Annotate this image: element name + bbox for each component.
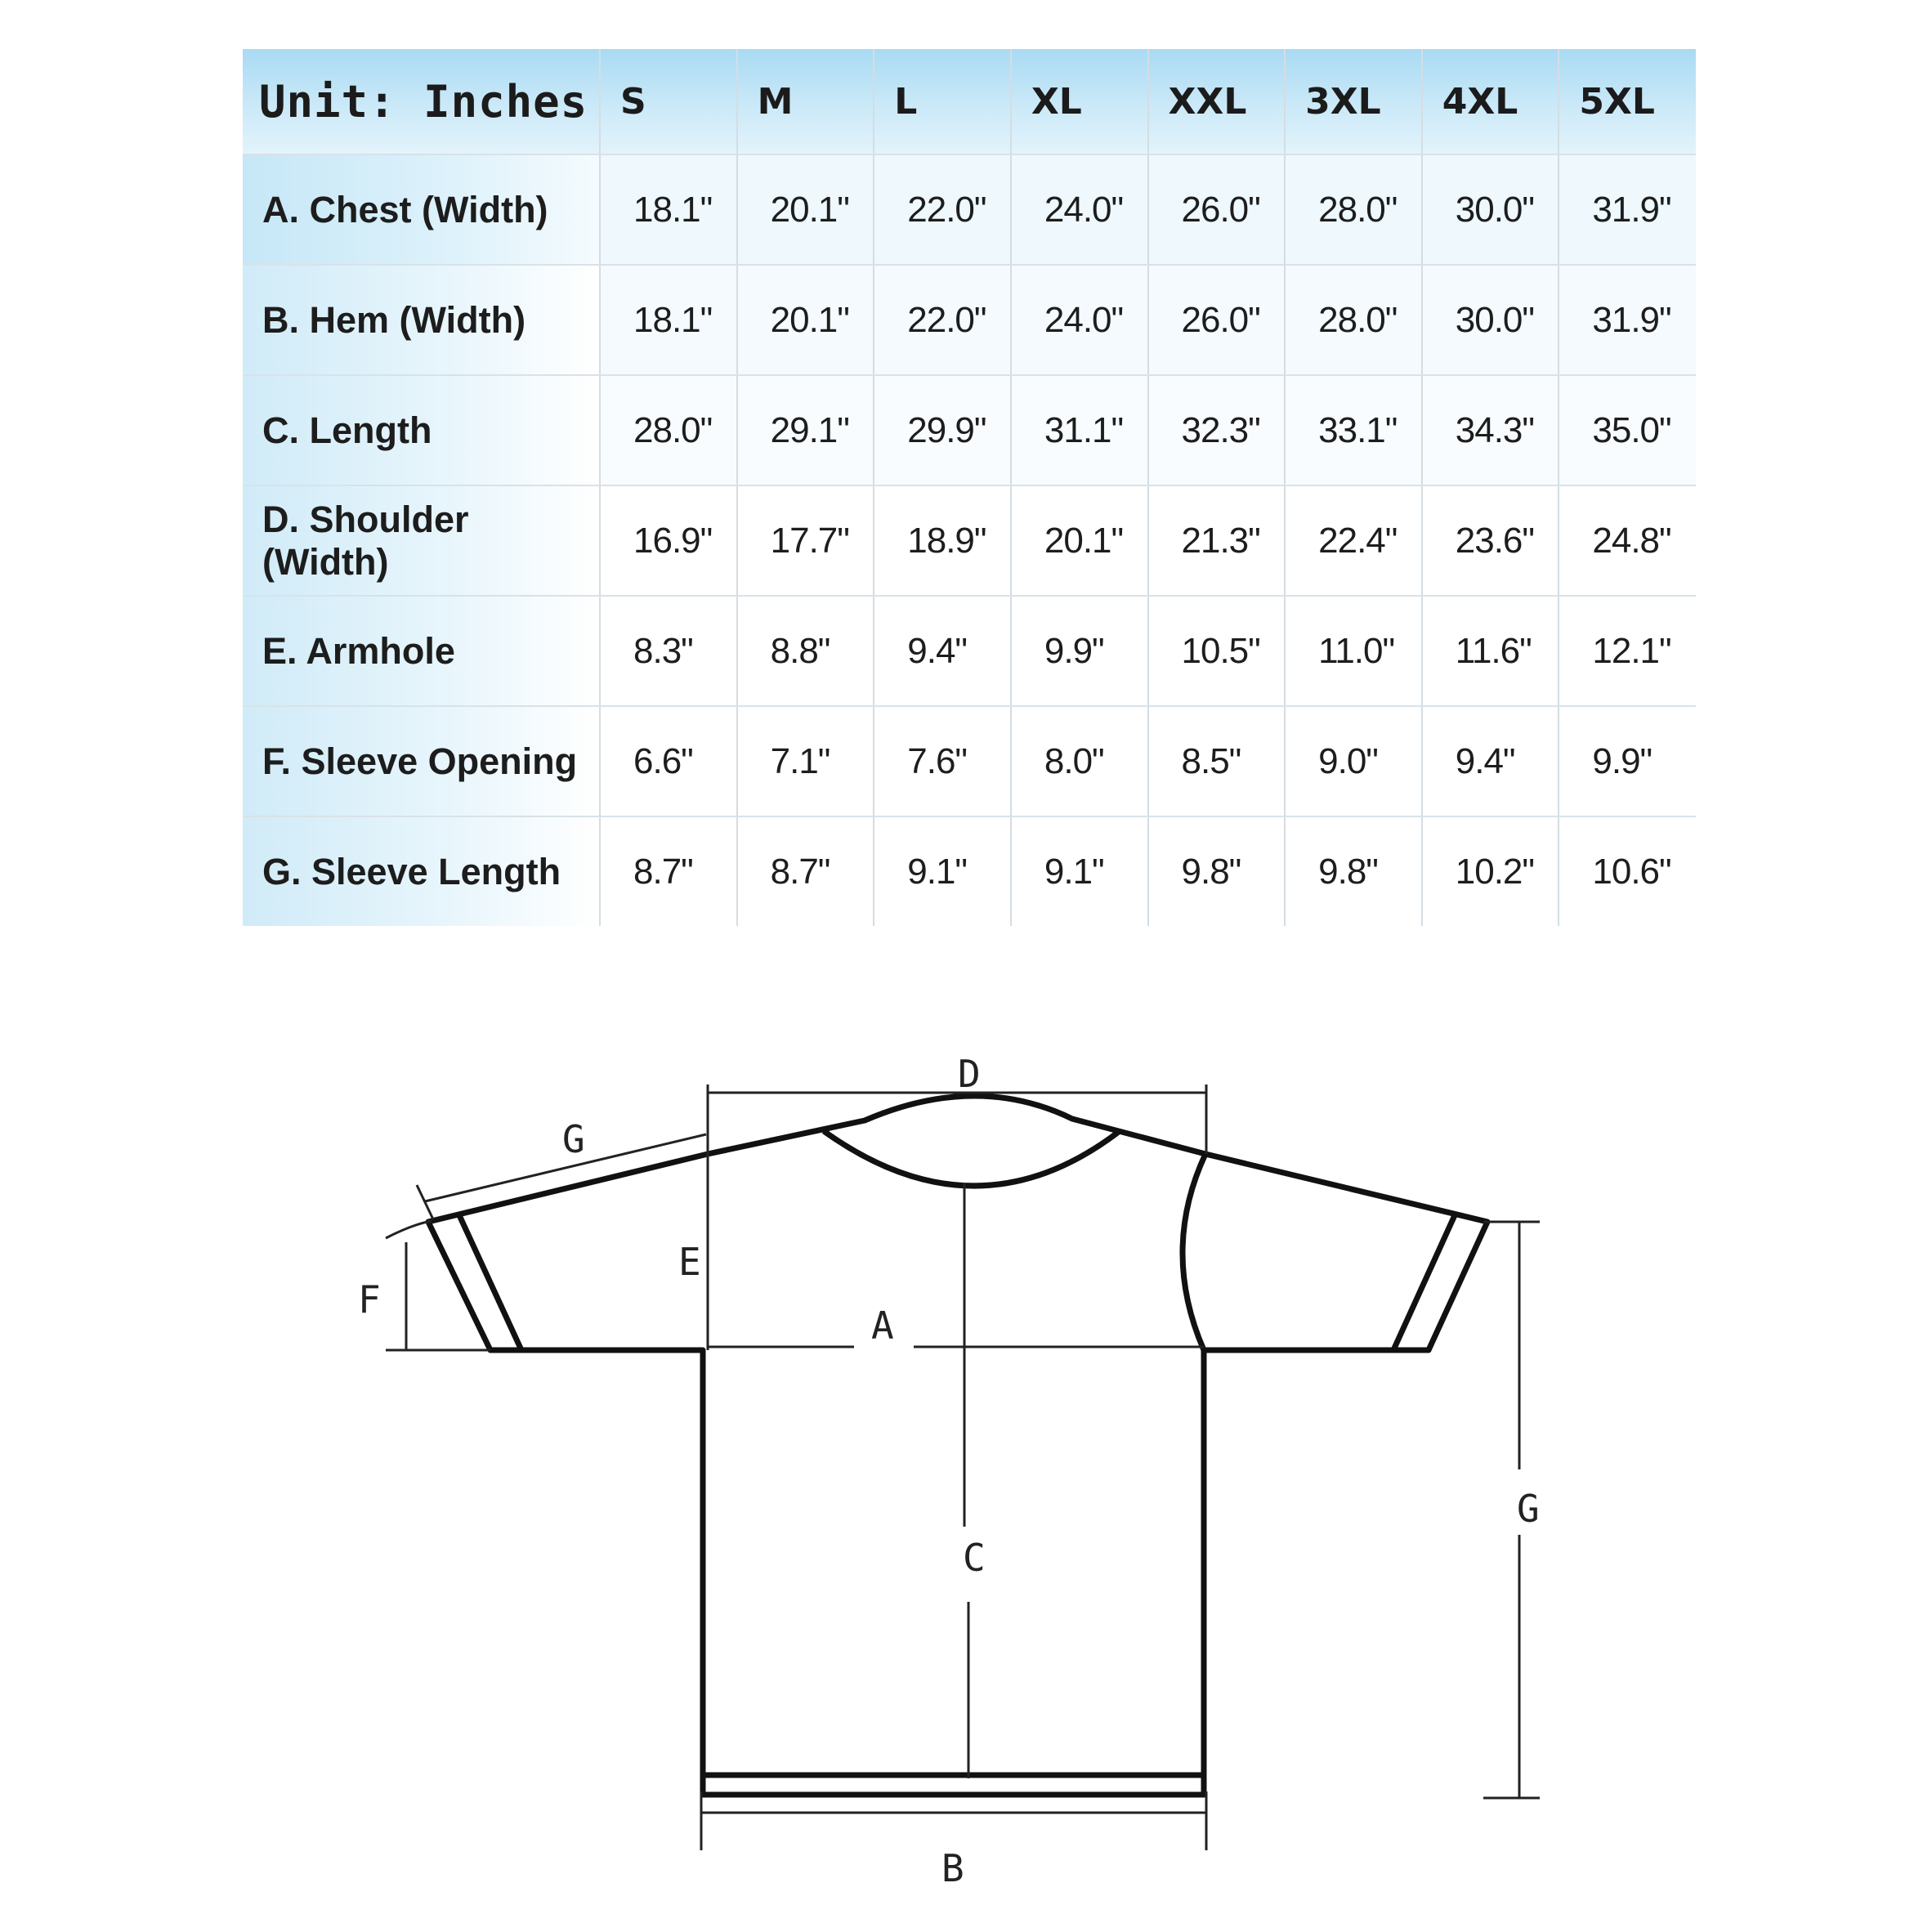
tshirt-outline bbox=[428, 1096, 1487, 1795]
table-cell: 9.1" bbox=[1011, 816, 1148, 926]
table-cell: 9.4" bbox=[1422, 706, 1559, 816]
table-cell: 6.6" bbox=[600, 706, 737, 816]
measurement-row-shoulder bbox=[243, 485, 1696, 596]
table-cell: 24.0" bbox=[1011, 154, 1148, 265]
tshirt-measurement-diagram bbox=[0, 981, 1932, 1932]
sleeve-length-top-label: G bbox=[562, 1117, 585, 1161]
table-cell: 10.6" bbox=[1559, 816, 1696, 926]
table-cell: 10.2" bbox=[1422, 816, 1559, 926]
measurement-row-sleeve-length bbox=[243, 816, 1696, 926]
table-cell: 30.0" bbox=[1422, 154, 1559, 265]
table-cell: 9.0" bbox=[1285, 706, 1422, 816]
size-header-4xl: 4XL bbox=[1422, 49, 1559, 154]
table-cell: 32.3" bbox=[1148, 375, 1286, 485]
size-header-s: S bbox=[600, 49, 737, 154]
table-cell: 23.6" bbox=[1422, 485, 1559, 596]
table-cell: 18.9" bbox=[874, 485, 1011, 596]
table-cell: 7.6" bbox=[874, 706, 1011, 816]
table-cell: 33.1" bbox=[1285, 375, 1422, 485]
table-cell: 10.5" bbox=[1148, 596, 1286, 706]
table-cell: 17.7" bbox=[737, 485, 874, 596]
table-cell: 7.1" bbox=[737, 706, 874, 816]
table-cell: 9.4" bbox=[874, 596, 1011, 706]
table-cell: 9.1" bbox=[874, 816, 1011, 926]
table-cell: 22.4" bbox=[1285, 485, 1422, 596]
table-cell: 8.0" bbox=[1011, 706, 1148, 816]
table-cell: 9.9" bbox=[1011, 596, 1148, 706]
tshirt-body bbox=[428, 1096, 1487, 1795]
table-cell: 20.1" bbox=[1011, 485, 1148, 596]
table-cell: 11.0" bbox=[1285, 596, 1422, 706]
table-cell: 28.0" bbox=[1285, 154, 1422, 265]
table-cell: 18.1" bbox=[600, 265, 737, 375]
measurement-row-chest bbox=[243, 154, 1696, 265]
table-cell: 24.0" bbox=[1011, 265, 1148, 375]
table-cell: 28.0" bbox=[1285, 265, 1422, 375]
size-header-5xl: 5XL bbox=[1559, 49, 1696, 154]
table-cell: 28.0" bbox=[600, 375, 737, 485]
sleeve-opening-label: F bbox=[358, 1277, 381, 1322]
table-cell: 26.0" bbox=[1148, 154, 1286, 265]
table-cell: 29.1" bbox=[737, 375, 874, 485]
table-cell: 8.5" bbox=[1148, 706, 1286, 816]
table-cell: 8.3" bbox=[600, 596, 737, 706]
table-cell: 9.9" bbox=[1559, 706, 1696, 816]
armhole-label: E bbox=[678, 1240, 701, 1284]
table-cell: 9.8" bbox=[1148, 816, 1286, 926]
size-header-m: M bbox=[737, 49, 874, 154]
length-label: C bbox=[963, 1536, 986, 1580]
table-cell: 16.9" bbox=[600, 485, 737, 596]
table-cell: 31.9" bbox=[1559, 154, 1696, 265]
measurement-row-hem bbox=[243, 265, 1696, 375]
row-label: A. Chest (Width) bbox=[243, 154, 600, 265]
table-cell: 8.7" bbox=[600, 816, 737, 926]
table-cell: 26.0" bbox=[1148, 265, 1286, 375]
sleeve-length-top-dimension-line bbox=[417, 1134, 706, 1219]
size-header-3xl: 3XL bbox=[1285, 49, 1422, 154]
row-label: E. Armhole bbox=[243, 596, 600, 706]
chest-label: A bbox=[871, 1304, 894, 1348]
tshirt-collar bbox=[824, 1131, 1120, 1186]
table-cell: 18.1" bbox=[600, 154, 737, 265]
size-chart-table bbox=[243, 49, 1696, 926]
measurement-row-length bbox=[243, 375, 1696, 485]
table-cell: 35.0" bbox=[1559, 375, 1696, 485]
table-cell: 29.9" bbox=[874, 375, 1011, 485]
table-cell: 22.0" bbox=[874, 154, 1011, 265]
shoulder-label: D bbox=[958, 1052, 981, 1096]
table-cell: 22.0" bbox=[874, 265, 1011, 375]
table-cell: 31.9" bbox=[1559, 265, 1696, 375]
hem-dimension-line bbox=[701, 1791, 1206, 1850]
measurement-row-sleeve-opening bbox=[243, 706, 1696, 816]
table-cell: 8.7" bbox=[737, 816, 874, 926]
table-cell: 11.6" bbox=[1422, 596, 1559, 706]
measurement-row-armhole bbox=[243, 596, 1696, 706]
table-cell: 20.1" bbox=[737, 154, 874, 265]
sleeve-length-side-label: G bbox=[1517, 1487, 1540, 1531]
table-cell: 24.8" bbox=[1559, 485, 1696, 596]
table-cell: 30.0" bbox=[1422, 265, 1559, 375]
table-cell: 34.3" bbox=[1422, 375, 1559, 485]
size-header-l: L bbox=[874, 49, 1011, 154]
row-label: G. Sleeve Length bbox=[243, 816, 600, 926]
left-sleeve-cuff bbox=[459, 1215, 521, 1350]
size-header-xl: XL bbox=[1011, 49, 1148, 154]
row-label: D. Shoulder (Width) bbox=[243, 485, 600, 596]
hem-label: B bbox=[941, 1846, 964, 1890]
table-cell: 20.1" bbox=[737, 265, 874, 375]
right-armhole-seam bbox=[1183, 1154, 1205, 1350]
dimension-lines bbox=[386, 1085, 1540, 1850]
table-cell: 9.8" bbox=[1285, 816, 1422, 926]
table-cell: 8.8" bbox=[737, 596, 874, 706]
size-header-row bbox=[243, 49, 1696, 154]
row-label: B. Hem (Width) bbox=[243, 265, 600, 375]
table-cell: 21.3" bbox=[1148, 485, 1286, 596]
unit-label: Unit: Inches bbox=[243, 49, 600, 154]
row-label: F. Sleeve Opening bbox=[243, 706, 600, 816]
right-sleeve-cuff bbox=[1393, 1215, 1455, 1350]
table-cell: 31.1" bbox=[1011, 375, 1148, 485]
row-label: C. Length bbox=[243, 375, 600, 485]
size-header-xxl: XXL bbox=[1148, 49, 1286, 154]
table-cell: 12.1" bbox=[1559, 596, 1696, 706]
length-dimension-line bbox=[964, 1183, 968, 1778]
